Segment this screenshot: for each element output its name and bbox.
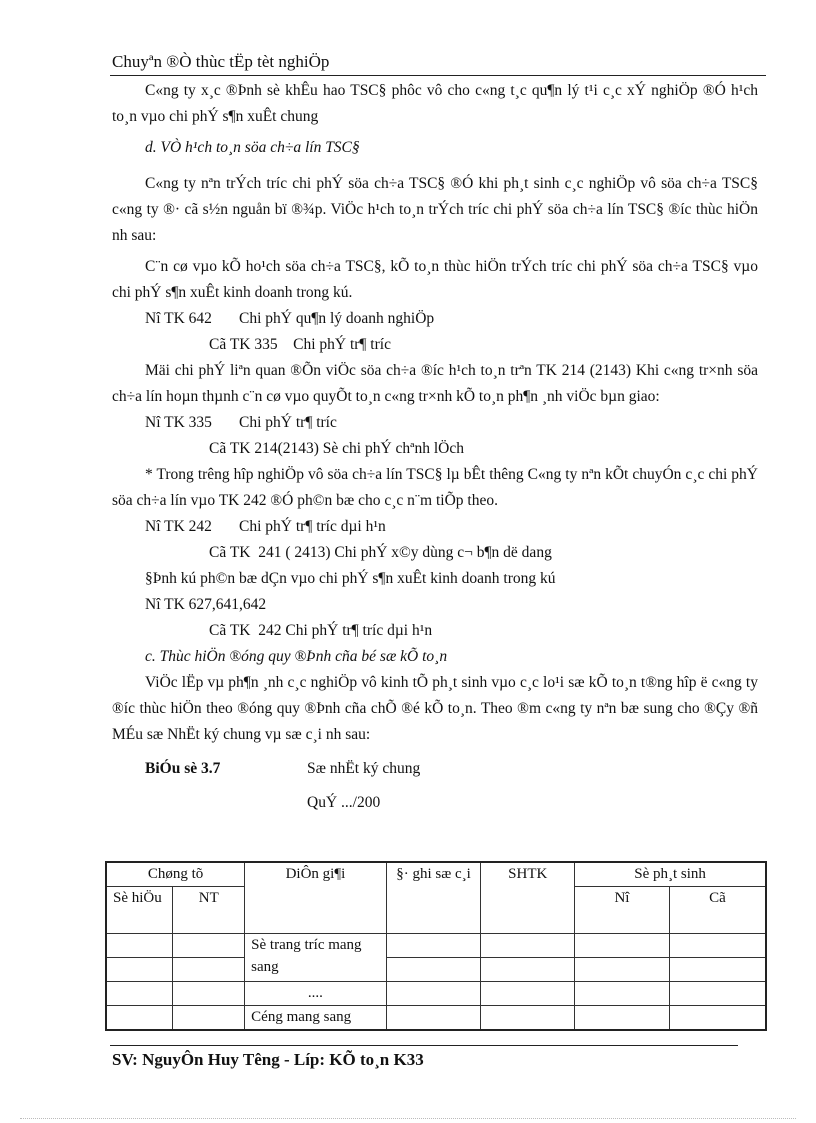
journal-entry-debit-642: Nî TK 642 Chi phÝ qu¶n lý doanh nghiÖp <box>145 310 435 327</box>
table-row <box>106 982 766 1006</box>
document-body <box>112 78 758 816</box>
table-row <box>106 934 766 958</box>
table-caption <box>112 756 758 782</box>
journal-entry-credit-241: Cã TK 241 ( 2413) Chi phÝ x©y dùng c¬ b¶n dë dang <box>209 544 552 561</box>
journal-entry-debit-335: Nî TK 335 Chi phÝ tr¶ tríc <box>145 414 337 431</box>
header-voucher-number: Sè hiÖu <box>106 887 173 934</box>
table-title: Sæ nhËt ký chung <box>307 760 421 777</box>
section-heading-d: d. VÒ h¹ch to¸n söa ch÷a lín TSC§ <box>145 139 360 156</box>
journal-entry-debit-627: Nî TK 627,641,642 <box>145 596 267 613</box>
header-credit: Cã <box>669 887 766 934</box>
general-journal-table <box>105 861 767 1031</box>
paragraph-1: C«ng ty x¸c ®Þnh sè khÊu hao TSC§ phôc vô cho c«ng t¸c qu¶n lý t¹i c¸c xÝ nghiÖp ®Ó h¹ch to¸n vµo chi phÝ s¶n xuÊt chung <box>112 82 758 125</box>
header-account-number: SHTK <box>481 862 575 934</box>
journal-entry-credit-335: Cã TK 335 Chi phÝ tr¶ tríc <box>209 336 391 353</box>
footer-rule <box>110 1045 738 1046</box>
row-carried-forward: Sè trang tríc mang sang <box>245 934 387 982</box>
table-header-row <box>106 862 766 887</box>
header-voucher-date: NT <box>173 887 245 934</box>
paragraph-2: C«ng ty nªn trÝch tríc chi phÝ söa ch÷a TSC§ ®Ó khi ph¸t sinh c¸c nghiÖp vô söa ch÷a TSC§ c«ng ty ®· cã s½n nguån bï ®¾p. ViÖc h¹ch to¸n trÝch tríc chi phÝ söa ch÷a lín TSC§ ®íc thùc hiÖn nh sau: <box>112 175 758 244</box>
table-row <box>106 958 766 982</box>
paragraph-3: C¨n cø vµo kÕ ho¹ch söa ch÷a TSC§, kÕ to¸n thùc hiÖn trÝch tríc chi phÝ söa ch÷a TSC§ vµo chi phÝ s¶n xuÊt kinh doanh trong kú. <box>112 258 758 301</box>
page-bottom-edge <box>20 1118 796 1119</box>
table-period: QuÝ .../200 <box>307 794 381 811</box>
header-debit: Nî <box>575 887 670 934</box>
header-voucher: Chøng tõ <box>106 862 245 887</box>
table-row <box>106 1006 766 1031</box>
paragraph-4: Mäi chi phÝ liªn quan ®Õn viÖc söa ch÷a ®íc h¹ch to¸n trªn TK 214 (2143) Khi c«ng tr×nh söa ch÷a lín hoµn thµnh c¨n cø vµo quyÕt to¸n c«ng tr×nh kÕ to¸n ph¶n ¸nh viÖc bµn giao: <box>112 362 758 405</box>
journal-entry-credit-214: Cã TK 214(2143) Sè chi phÝ chªnh lÖch <box>209 440 464 457</box>
paragraph-7: ViÖc lËp vµ ph¶n ¸nh c¸c nghiÖp vô kinh tÕ ph¸t sinh vµo c¸c lo¹i sæ kÕ to¸n t®ng hîp ë c«ng ty ®íc thùc hiÖn theo ®óng quy ®Þnh cña chÕ ®é kÕ to¸n. Theo ®m c«ng ty nªn bæ sung cho ®Çy ®ñ MÉu sæ NhËt ký chung vµ sæ c¸i nh sau: <box>112 674 758 743</box>
header-description: DiÔn gi¶i <box>245 862 387 934</box>
page-footer: SV: NguyÔn Huy Têng - Líp: KÕ to¸n K33 <box>112 1050 424 1069</box>
journal-entry-debit-242: Nî TK 242 Chi phÝ tr¶ tríc dµi h¹n <box>145 518 386 535</box>
page-header: Chuyªn ®Ò thùc tËp tèt nghiÖp <box>112 52 330 71</box>
table-label: BiÓu sè 3.7 <box>145 760 221 777</box>
header-amount: Sè ph¸t sinh <box>575 862 766 887</box>
paragraph-5: * Trong trêng hîp nghiÖp vô söa ch÷a lín TSC§ lµ bÊt thêng C«ng ty nªn kÕt chuyÓn c¸c chi phÝ söa ch÷a lín vµo TK 242 ®Ó ph©n bæ cho c¸c n¨m tiÕp theo. <box>112 466 758 509</box>
row-ellipsis: .... <box>245 982 387 1006</box>
row-total-carried: Céng mang sang <box>245 1006 387 1031</box>
header-rule <box>110 75 766 76</box>
paragraph-6: §Þnh kú ph©n bæ dÇn vµo chi phÝ s¶n xuÊt kinh doanh trong kú <box>145 570 556 587</box>
section-heading-c: c. Thùc hiÖn ®óng quy ®Þnh cña bé sæ kÕ to¸n <box>145 648 448 665</box>
journal-entry-credit-242: Cã TK 242 Chi phÝ tr¶ tríc dµi h¹n <box>209 622 433 639</box>
header-posted-ledger: §· ghi sæ c¸i <box>386 862 481 934</box>
